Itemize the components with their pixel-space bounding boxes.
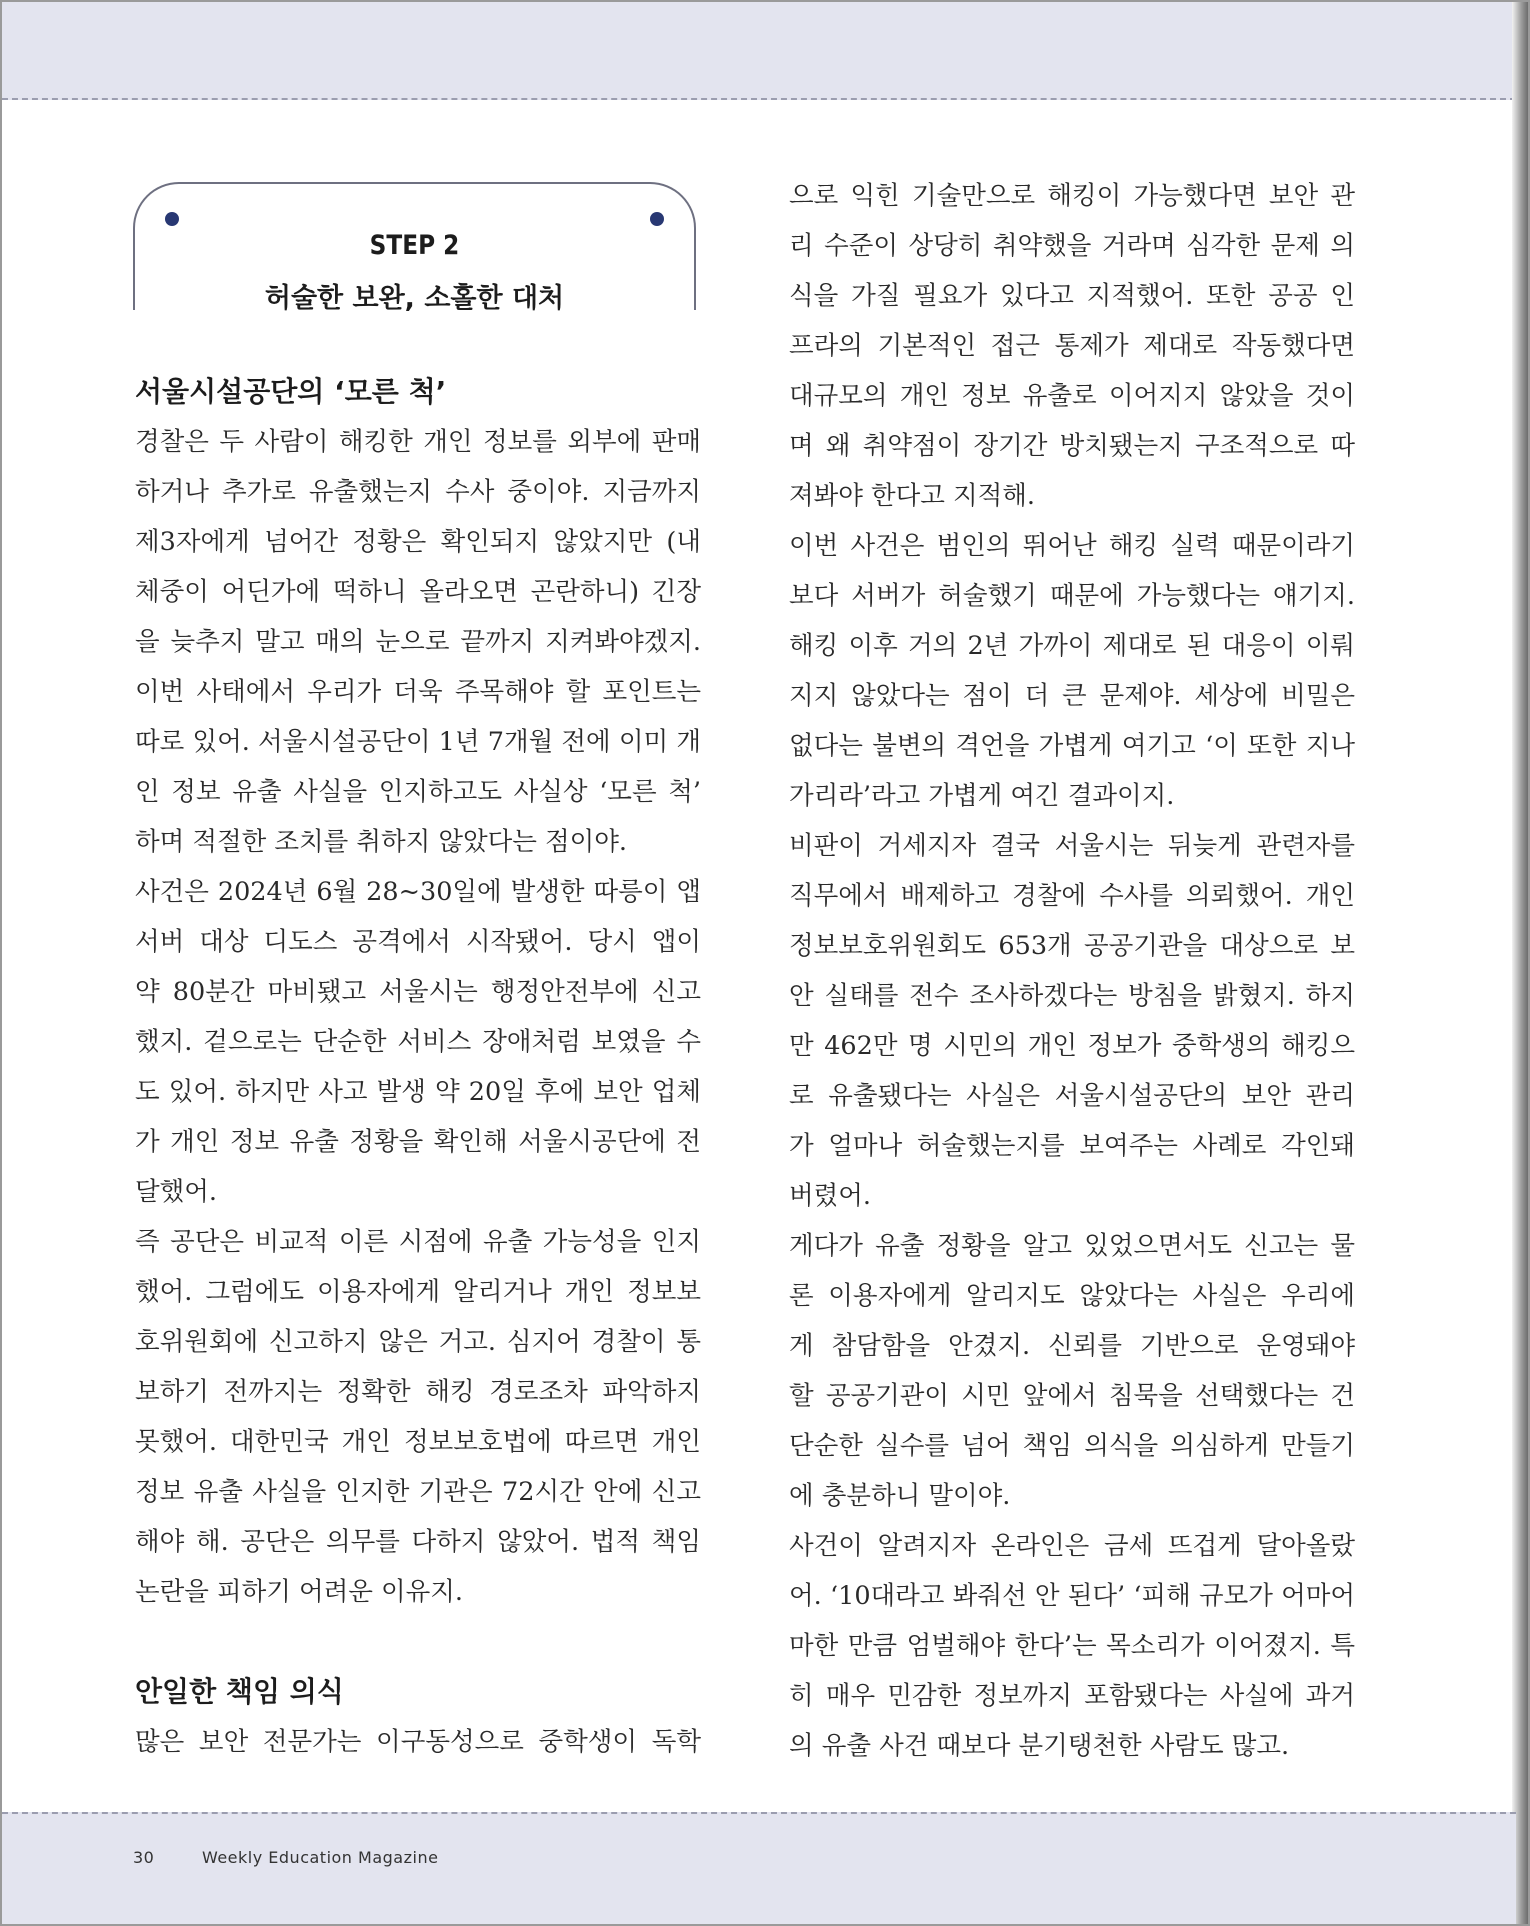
text-line: 비판이 거세지자 결국 서울시는 뒤늦게 관련자를 — [789, 831, 1355, 861]
text-line: 논란을 피하기 어려운 이유지. — [135, 1577, 464, 1607]
text-line: 을 늦추지 말고 매의 눈으로 끝까지 지켜봐야겠지. — [135, 627, 701, 657]
text-line: 했어. 그럼에도 이용자에게 알리거나 개인 정보보 — [135, 1277, 701, 1307]
magazine-name: Weekly Education Magazine — [201, 1848, 439, 1867]
right-column-body — [789, 171, 1355, 1771]
top-header-band — [2, 2, 1516, 100]
text-line: 가 얼마나 허술했는지를 보여주는 사례로 각인돼 — [789, 1131, 1355, 1161]
text-line: 정보보호위원회도 653개 공공기관을 대상으로 보 — [789, 931, 1355, 961]
bottom-footer-band — [2, 1812, 1516, 1926]
text-line: 했지. 겉으로는 단순한 서비스 장애처럼 보였을 수 — [135, 1027, 701, 1057]
text-line: 히 매우 민감한 정보까지 포함됐다는 사실에 과거 — [789, 1681, 1355, 1711]
left-column — [135, 367, 701, 1767]
text-line: 달했어. — [135, 1177, 218, 1207]
text-line: 가 개인 정보 유출 정황을 확인해 서울시공단에 전 — [135, 1127, 701, 1157]
text-line: 져봐야 한다고 지적해. — [789, 481, 1036, 511]
text-line: 게다가 유출 정황을 알고 있었으면서도 신고는 물 — [789, 1231, 1355, 1261]
text-line: 약 80분간 마비됐고 서울시는 행정안전부에 신고 — [135, 977, 701, 1007]
step-title: 허술한 보완, 소홀한 대처 — [264, 283, 565, 314]
text-line: 하며 적절한 조치를 취하지 않았다는 점이야. — [135, 827, 628, 857]
text-line: 도 있어. 하지만 사고 발생 약 20일 후에 보안 업체 — [135, 1077, 701, 1107]
text-line: 직무에서 배제하고 경찰에 수사를 의뢰했어. 개인 — [789, 881, 1355, 911]
text-line: 사건은 2024년 6월 28~30일에 발생한 따릉이 앱 — [135, 877, 701, 907]
left-dot-icon — [165, 212, 179, 226]
page-number: 30 — [133, 1848, 155, 1867]
text-line: 며 왜 취약점이 장기간 방치됐는지 구조적으로 따 — [789, 431, 1355, 461]
text-line: 이번 사태에서 우리가 더욱 주목해야 할 포인트는 — [135, 677, 701, 707]
text-line: 체중이 어딘가에 떡하니 올라오면 곤란하니) 긴장 — [135, 577, 701, 607]
text-line: 대규모의 개인 정보 유출로 이어지지 않았을 것이 — [789, 381, 1355, 411]
text-line: 하거나 추가로 유출했는지 수사 중이야. 지금까지 — [135, 477, 701, 507]
text-line: 호위원회에 신고하지 않은 거고. 심지어 경찰이 통 — [135, 1327, 701, 1357]
section-spacer — [135, 1617, 701, 1667]
text-line: 보다 서버가 허술했기 때문에 가능했다는 얘기지. — [789, 581, 1355, 611]
text-line: 만 462만 명 시민의 개인 정보가 중학생의 해킹으 — [789, 1031, 1355, 1061]
text-line: 프라의 기본적인 접근 통제가 제대로 작동했다면 — [789, 331, 1355, 361]
text-line: 안 실태를 전수 조사하겠다는 방침을 밝혔지. 하지 — [789, 981, 1355, 1011]
text-line: 어. ‘10대라고 봐줘선 안 된다’ ‘피해 규모가 어마어 — [789, 1581, 1355, 1611]
text-line: 제3자에게 넘어간 정황은 확인되지 않았지만 (내 — [135, 527, 701, 557]
text-line: 로 유출됐다는 사실은 서울시설공단의 보안 관리 — [789, 1081, 1355, 1111]
step-label: STEP 2 — [369, 230, 460, 261]
text-line: 정보 유출 사실을 인지한 기관은 72시간 안에 신고 — [135, 1477, 701, 1507]
text-line: 지지 않았다는 점이 더 큰 문제야. 세상에 비밀은 — [789, 681, 1355, 711]
text-line: 가리라’라고 가볍게 여긴 결과이지. — [789, 781, 1175, 811]
text-line: 게 참담함을 안겼지. 신뢰를 기반으로 운영돼야 — [789, 1331, 1355, 1361]
text-line: 의 유출 사건 때보다 분기탱천한 사람도 많고. — [789, 1731, 1290, 1761]
section-heading-seoul-facilities: 서울시설공단의 ‘모른 척’ — [135, 375, 447, 408]
text-line: 론 이용자에게 알리지도 않았다는 사실은 우리에 — [789, 1281, 1355, 1311]
text-line: 경찰은 두 사람이 해킹한 개인 정보를 외부에 판매 — [135, 427, 701, 457]
text-line: 따로 있어. 서울시설공단이 1년 7개월 전에 이미 개 — [135, 727, 701, 757]
text-line: 마한 만큼 엄벌해야 한다’는 목소리가 이어졌지. 특 — [789, 1631, 1355, 1661]
text-line: 에 충분하니 말이야. — [789, 1481, 1011, 1511]
text-line: 할 공공기관이 시민 앞에서 침묵을 선택했다는 건 — [789, 1381, 1355, 1411]
text-line: 단순한 실수를 넘어 책임 의식을 의심하게 만들기 — [789, 1431, 1355, 1461]
section-heading-complacent-responsibility: 안일한 책임 의식 — [135, 1675, 344, 1708]
text-line: 식을 가질 필요가 있다고 지적했어. 또한 공공 인 — [789, 281, 1355, 311]
text-line: 버렸어. — [789, 1181, 872, 1211]
page-footer — [133, 1848, 438, 1867]
text-line: 이번 사건은 범인의 뛰어난 해킹 실력 때문이라기 — [789, 531, 1355, 561]
right-dot-icon — [650, 212, 664, 226]
text-line: 즉 공단은 비교적 이른 시점에 유출 가능성을 인지 — [135, 1227, 701, 1257]
text-line: 못했어. 대한민국 개인 정보보호법에 따르면 개인 — [135, 1427, 701, 1457]
step-box — [133, 182, 696, 314]
section-body-complacent-responsibility — [135, 1717, 701, 1767]
text-line: 사건이 알려지자 온라인은 금세 뜨겁게 달아올랐 — [789, 1531, 1355, 1561]
section-body-seoul-facilities — [135, 417, 701, 1617]
right-column — [789, 171, 1355, 1771]
text-line: 해야 해. 공단은 의무를 다하지 않았어. 법적 책임 — [135, 1527, 701, 1557]
page-edge-shadow — [1512, 2, 1528, 1924]
text-line: 없다는 불변의 격언을 가볍게 여기고 ‘이 또한 지나 — [789, 731, 1355, 761]
text-line: 리 수준이 상당히 취약했을 거라며 심각한 문제 의 — [789, 231, 1355, 261]
text-line: 많은 보안 전문가는 이구동성으로 중학생이 독학 — [135, 1727, 701, 1757]
text-line: 인 정보 유출 사실을 인지하고도 사실상 ‘모른 척’ — [135, 777, 701, 807]
text-line: 해킹 이후 거의 2년 가까이 제대로 된 대응이 이뤄 — [789, 631, 1355, 661]
text-line: 서버 대상 디도스 공격에서 시작됐어. 당시 앱이 — [135, 927, 701, 957]
text-line: 으로 익힌 기술만으로 해킹이 가능했다면 보안 관 — [789, 181, 1355, 211]
text-line: 보하기 전까지는 정확한 해킹 경로조차 파악하지 — [135, 1377, 701, 1407]
